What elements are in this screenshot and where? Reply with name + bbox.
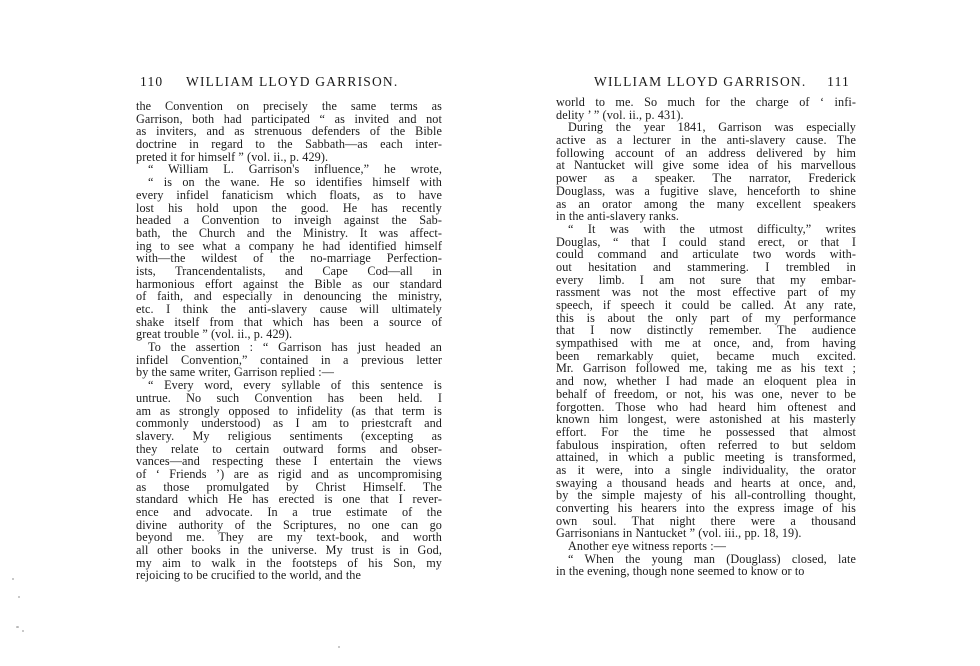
text-line: beyond me. They are my text-book, and worth: [136, 530, 442, 545]
text-line: Garrisonians in Nantucket ” (vol. iii., pp. 18, 19).: [556, 526, 802, 541]
text-line: “ Every word, every syllable of this sentence is: [148, 378, 442, 393]
text-line: “ is on the wane. He so identifies himself with: [148, 175, 442, 190]
text-line: shake itself from that which has been a source of: [136, 314, 442, 329]
text-line: world to me. So much for the charge of ‘ infi-: [556, 95, 856, 109]
text-line: delity ’ ” (vol. ii., p. 431).: [556, 107, 684, 122]
text-line: and now, whether I had made an eloquent plea in: [556, 374, 856, 389]
text-line: Douglass, was a fugitive slave, henceforth to shine: [556, 183, 856, 198]
left-running-title: WILLIAM LLOYD GARRISON.: [186, 74, 399, 89]
text-line: as inviters, and as strenuous defenders of the Bible: [136, 124, 442, 139]
text-line: attained, in which a public meeting is transformed,: [556, 450, 856, 465]
text-line: During the year 1841, Garrison was especially: [568, 120, 856, 135]
text-line: could command and articulate two words with-: [556, 247, 856, 262]
text-line: great trouble ” (vol. ii., p. 429).: [136, 327, 293, 342]
right-running-title: WILLIAM LLOYD GARRISON.: [594, 74, 807, 89]
text-line: in the anti-slavery ranks.: [556, 209, 680, 224]
text-line: standard which He has erected is one that I rever-: [136, 492, 442, 507]
right-page-number: 111: [827, 74, 850, 89]
text-line: divine authority of the Scriptures, no one can go: [136, 517, 442, 532]
text-line: at Nantucket will give some idea of his marvellous: [556, 158, 856, 173]
text-line: every limb. I am not sure that my embar-: [556, 272, 856, 287]
left-body-text: [136, 100, 442, 582]
text-line: Douglas, “ that I could stand erect, or that I: [556, 234, 856, 249]
text-line: rejoicing to be crucified to the world, and the: [136, 568, 362, 583]
text-line: following account of an address delivered by him: [556, 145, 856, 160]
text-line: ists, Trancendentalists, and Cape Cod—all in: [136, 263, 442, 278]
text-line: the Convention on precisely the same terms as: [136, 99, 442, 113]
text-line: been remarkably quiet, became much excited.: [556, 348, 856, 363]
text-line: etc. I think the anti-slavery cause will ultimately: [136, 302, 442, 316]
text-line: my aim to walk in the footsteps of his Son, my: [136, 555, 442, 570]
right-running-head: [556, 74, 856, 92]
text-line: in the evening, though none seemed to know or to: [556, 564, 805, 579]
text-line: doctrine in regard to the Sabbath—as each inter-: [136, 137, 442, 152]
text-line: every infidel fanaticism which floats, as to have: [136, 187, 442, 202]
text-line: converting his hearers into the express image of his: [556, 501, 856, 515]
text-line: preted it for himself ” (vol. ii., p. 429).: [136, 149, 329, 164]
text-line: effort. For the time he possessed that almost: [556, 424, 856, 439]
text-line: am as strongly opposed to infidelity (as that term is: [136, 403, 442, 418]
right-body-text: [556, 96, 856, 578]
left-running-head: [136, 74, 442, 92]
text-line: “ When the young man (Douglass) closed, late: [568, 551, 856, 566]
text-line: known him longest, were astonished at his masterly: [556, 412, 856, 427]
left-page-number: 110: [140, 74, 164, 89]
text-line: Mr. Garrison followed me, taking me as his text ;: [556, 361, 856, 376]
text-line: ence and advocate. In a true estimate of the: [136, 505, 442, 519]
text-line: own soul. That night there were a thousand: [556, 513, 856, 528]
text-line: vances—and respecting these I entertain the views: [136, 454, 442, 469]
text-line: speech, if speech it could be called. At any rate,: [556, 298, 856, 312]
text-line: rassment was not the most effective part of my: [556, 285, 856, 300]
text-line: headed a Convention to inveigh against the Sab-: [136, 213, 442, 228]
text-line: of faith, and especially in denouncing the ministry,: [136, 289, 442, 304]
text-line: they relate to certain outward forms and obser-: [136, 441, 442, 456]
text-line: of ‘ Friends ’) are as rigid and as uncompromising: [136, 466, 442, 481]
text-line: power as a speaker. The narrator, Frederick: [556, 171, 856, 186]
text-line: untrue. No such Convention has been held. I: [136, 390, 442, 405]
text-line: bath, the Church and the Ministry. It was affect-: [136, 225, 442, 240]
text-line: out hesitation and stammering. I trembled in: [556, 259, 856, 274]
text-line: “ It was with the utmost difficulty,” writes: [568, 221, 856, 236]
text-line: fabulous inspiration, often referred to but seldom: [556, 437, 856, 452]
text-line: “ William L. Garrison's influence,” he wrote,: [148, 162, 442, 177]
text-line: slavery. My religious sentiments (excepting as: [136, 428, 442, 443]
text-line: all other books in the universe. My trust is in God,: [136, 543, 442, 558]
text-line: ing to see what a company he had identified himself: [136, 238, 442, 253]
text-line: lost his hold upon the good. He has recently: [136, 200, 442, 215]
text-line: by the simple majesty of his all-controlling thought,: [556, 488, 856, 503]
text-line: commonly understood) as I am to priestcraft and: [136, 416, 442, 431]
text-line: by the same writer, Garrison replied :—: [136, 365, 335, 380]
text-line: infidel Convention,” contained in a previous letter: [136, 352, 442, 367]
text-line: To the assertion : “ Garrison has just headed an: [148, 340, 442, 355]
text-line: swaying a thousand heads and hearts at once, and,: [556, 475, 856, 490]
text-line: harmonious effort against the Bible as our standard: [136, 276, 442, 291]
text-line: as it were, into a single individuality, the orator: [556, 462, 856, 477]
text-line: with—the wildest of the no-marriage Perfection-: [136, 251, 442, 266]
text-line: that I now distinctly remember. The audience: [556, 323, 856, 338]
text-line: behalf of freedom, or not, his was one, never to be: [556, 386, 856, 401]
text-line: Another eye witness reports :—: [568, 539, 727, 554]
text-line: this is about the only part of my performance: [556, 310, 856, 325]
text-line: as an orator among the many excellent speakers: [556, 196, 856, 211]
text-line: forgotten. Those who had heard him oftenest and: [556, 399, 856, 414]
text-line: Garrison, both had participated “ as invited and not: [136, 111, 442, 126]
text-line: active as a lecturer in the anti-slavery cause. The: [556, 133, 856, 148]
text-line: sympathised with me at once, and, from having: [556, 336, 856, 351]
text-line: as those promulgated by Christ Himself. The: [136, 479, 442, 494]
